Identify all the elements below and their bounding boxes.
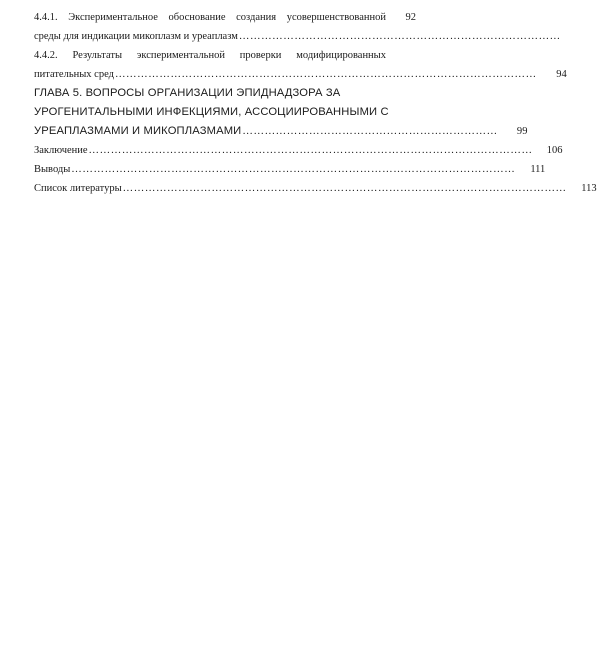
leader-dots: …………………………………………………………………………… <box>238 31 561 42</box>
toc-entry-references <box>34 179 597 198</box>
toc-entry-line: УРОГЕНИТАЛЬНЫМИ ИНФЕКЦИЯМИ, АССОЦИИРОВАННЫМИ С <box>34 106 389 118</box>
toc-entry-title-end: среды для индикации микоплазм и уреаплазм <box>34 31 238 42</box>
toc-entry-last-line <box>34 141 563 160</box>
toc-entry-line <box>34 46 416 65</box>
toc-entry-title-end: УРЕАПЛАЗМАМИ И МИКОПЛАЗМАМИ <box>34 125 242 137</box>
toc-entry-4-4-2 <box>34 46 567 84</box>
toc-entry-last-line <box>34 122 528 141</box>
leader-dots: ………………………………………………………………………………………………………… <box>71 164 516 175</box>
table-of-contents <box>34 8 597 198</box>
toc-page-number: 94 <box>556 69 567 80</box>
toc-entry-title-line: 4.4.2. Результаты экспериментальной проверки модифицированных <box>34 50 386 61</box>
toc-entry-title: Заключение <box>34 145 88 156</box>
leader-dots: …………………………………………………………………………………………………… <box>114 69 537 80</box>
toc-page-number: 113 <box>581 183 597 194</box>
leader-dots: …………………………………………………………… <box>242 126 498 137</box>
toc-entry-conclusion <box>34 141 563 160</box>
toc-entry-last-line <box>34 27 561 46</box>
toc-entry-line <box>34 8 416 27</box>
toc-entry-title: Список литературы <box>34 183 122 194</box>
toc-page-number: 92 <box>405 12 416 23</box>
toc-page-number: 99 <box>516 126 528 137</box>
toc-entry-title-line: 4.4.1. Экспериментальное обоснование создания усовершенствованной <box>34 12 386 23</box>
leader-dots: ………………………………………………………………………………………………………… <box>122 183 567 194</box>
toc-entry-last-line <box>34 179 597 198</box>
toc-page-number: 106 <box>546 145 563 156</box>
toc-entry-4-4-1 <box>34 8 561 46</box>
toc-entry-last-line <box>34 65 567 84</box>
toc-entry-chapter-5 <box>34 84 528 141</box>
toc-entry-last-line <box>34 160 546 179</box>
toc-entry-title: Выводы <box>34 164 71 175</box>
leader-dots: ………………………………………………………………………………………………………… <box>88 145 533 156</box>
toc-entry-conclusions <box>34 160 546 179</box>
toc-entry-line: ГЛАВА 5. ВОПРОСЫ ОРГАНИЗАЦИИ ЭПИДНАДЗОРА ЗА <box>34 87 341 99</box>
toc-page-number: 111 <box>530 164 546 175</box>
toc-entry-title-end: питательных сред <box>34 69 114 80</box>
